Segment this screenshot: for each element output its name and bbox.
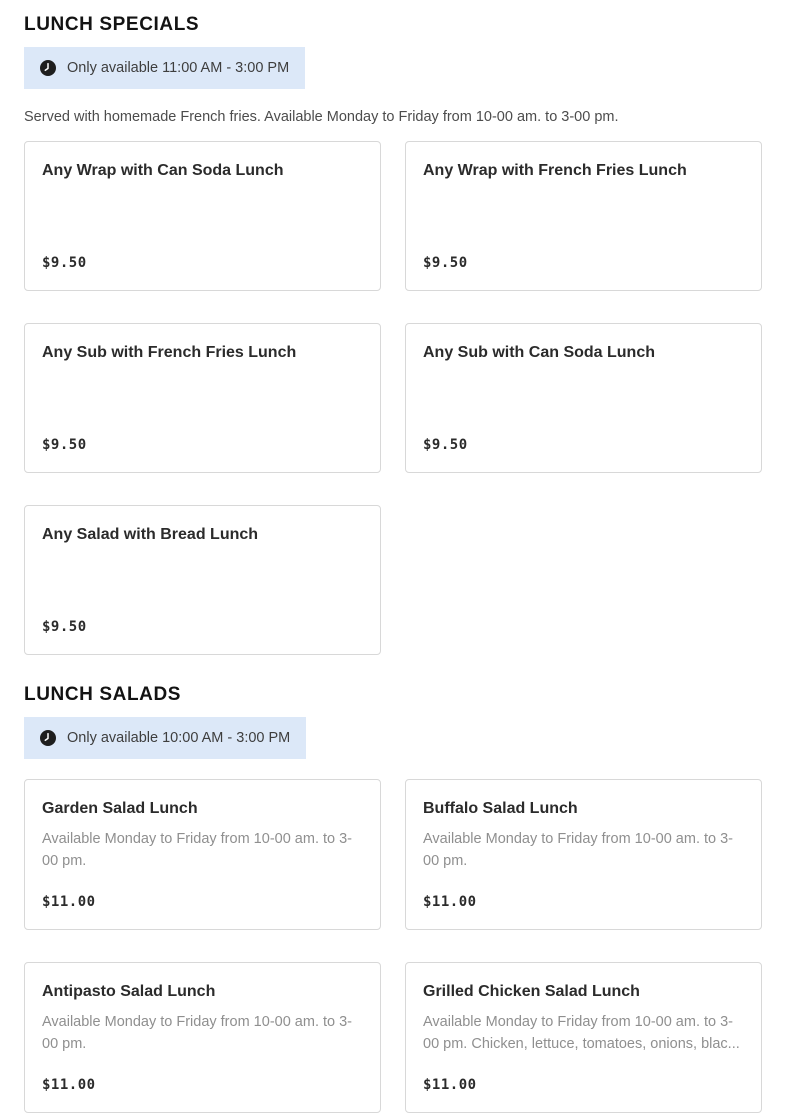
section-title: LUNCH SPECIALS xyxy=(24,14,200,35)
menu-item-price: $9.50 xyxy=(423,255,468,271)
menu-item-card[interactable] xyxy=(24,505,381,655)
menu-item-card[interactable] xyxy=(405,779,762,930)
menu-item-name: Any Salad with Bread Lunch xyxy=(42,526,259,543)
section-lunch-specials xyxy=(24,13,762,655)
section-lunch-salads xyxy=(24,683,762,1113)
section-title: LUNCH SALADS xyxy=(24,684,182,705)
menu-item-name: Any Sub with Can Soda Lunch xyxy=(423,344,655,361)
menu-item-name: Antipasto Salad Lunch xyxy=(42,983,216,1000)
menu-item-card[interactable] xyxy=(24,779,381,930)
menu-items-grid xyxy=(24,141,762,655)
menu-item-description: Available Monday to Friday from 10-00 am. to 3-00 pm. Chicken, lettuce, tomatoes, onions, blac... xyxy=(423,1014,740,1052)
menu-item-price: $11.00 xyxy=(42,1077,96,1093)
menu-item-card[interactable] xyxy=(24,323,381,473)
menu-item-description: Available Monday to Friday from 10-00 am. to 3-00 pm. xyxy=(42,831,353,869)
menu-item-name: Any Wrap with French Fries Lunch xyxy=(423,162,687,179)
menu-item-name: Grilled Chicken Salad Lunch xyxy=(423,983,640,1000)
availability-badge xyxy=(24,717,306,759)
menu-item-card[interactable] xyxy=(24,962,381,1113)
menu-item-price: $11.00 xyxy=(423,894,477,910)
menu-item-price: $11.00 xyxy=(423,1077,477,1093)
availability-badge xyxy=(24,47,305,89)
menu-item-description: Available Monday to Friday from 10-00 am. to 3-00 pm. xyxy=(42,1014,353,1052)
section-description: Served with homemade French fries. Available Monday to Friday from 10-00 am. to 3-00 pm. xyxy=(24,109,619,125)
menu-item-card[interactable] xyxy=(405,323,762,473)
menu-item-name: Buffalo Salad Lunch xyxy=(423,800,578,817)
menu-item-card[interactable] xyxy=(405,962,762,1113)
availability-label: Only available 11:00 AM - 3:00 PM xyxy=(67,60,290,76)
menu-item-name: Any Wrap with Can Soda Lunch xyxy=(42,162,284,179)
clock-icon xyxy=(40,60,56,76)
menu-item-price: $9.50 xyxy=(423,437,468,453)
menu-item-price: $9.50 xyxy=(42,437,87,453)
availability-label: Only available 10:00 AM - 3:00 PM xyxy=(67,730,291,746)
menu-item-name: Garden Salad Lunch xyxy=(42,800,198,817)
menu-item-price: $9.50 xyxy=(42,255,87,271)
menu-items-grid xyxy=(24,779,762,1113)
menu-item-description: Available Monday to Friday from 10-00 am. to 3-00 pm. xyxy=(423,831,734,869)
menu-item-card[interactable] xyxy=(24,141,381,291)
menu-item-name: Any Sub with French Fries Lunch xyxy=(42,344,297,361)
menu-item-card[interactable] xyxy=(405,141,762,291)
menu-item-price: $9.50 xyxy=(42,619,87,635)
menu-item-price: $11.00 xyxy=(42,894,96,910)
clock-icon xyxy=(40,730,56,746)
